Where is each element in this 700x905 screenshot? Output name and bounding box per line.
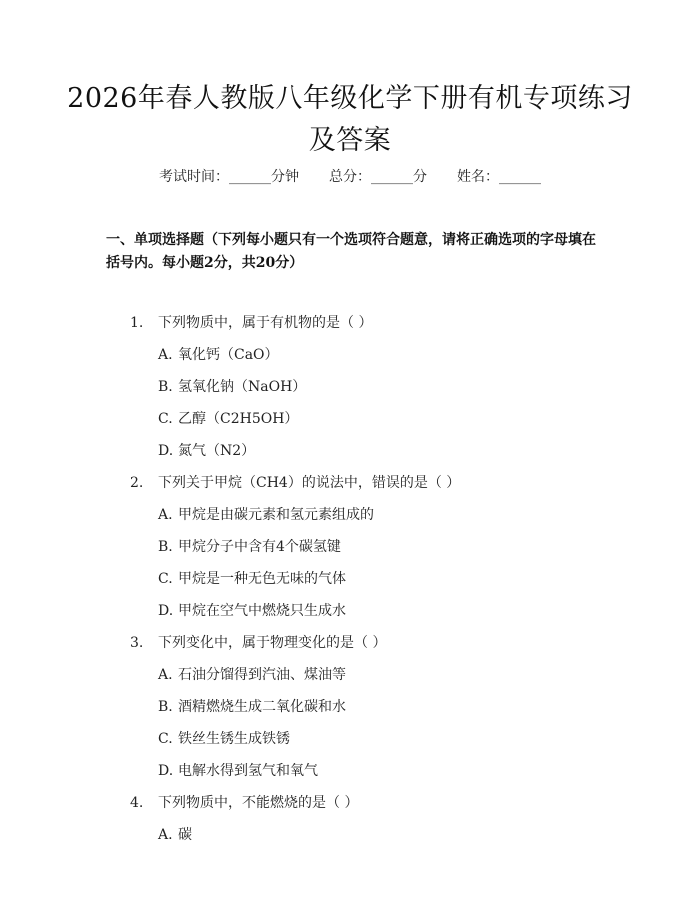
- question-2: [130, 472, 460, 492]
- option-letter: D.: [158, 443, 174, 459]
- option-text: 碳: [178, 827, 192, 843]
- option-text: 甲烷是一种无色无味的气体: [178, 571, 346, 587]
- option-2b: [158, 536, 341, 556]
- option-text: 石油分馏得到汽油、煤油等: [178, 667, 346, 683]
- question-text: 下列变化中，属于物理变化的是（ ）: [158, 635, 387, 651]
- option-text: 甲烷分子中含有4个碳氢键: [178, 539, 341, 555]
- question-number: 3.: [130, 635, 144, 651]
- option-1d: [158, 440, 255, 460]
- question-number: 4.: [130, 795, 144, 811]
- question-4: [130, 792, 358, 812]
- option-letter: C.: [158, 411, 173, 427]
- option-text: 甲烷在空气中燃烧只生成水: [178, 603, 346, 619]
- option-text: 铁丝生锈生成铁锈: [178, 731, 290, 747]
- option-text: 氧化钙（CaO）: [178, 347, 279, 363]
- option-letter: B.: [158, 379, 173, 395]
- question-1: [130, 312, 372, 332]
- question-text: 下列物质中，属于有机物的是（ ）: [158, 315, 373, 331]
- option-2d: [158, 600, 346, 620]
- document-title: 2026年春人教版八年级化学下册有机专项练习及答案: [67, 83, 633, 156]
- option-text: 甲烷是由碳元素和氢元素组成的: [178, 507, 374, 523]
- section-heading: 一、单项选择题（下列每小题只有一个选项符合题意，请将正确选项的字母填在括号内。每小题2分，共20分）: [106, 232, 596, 271]
- exam-time-field: 考试时间：______分钟: [159, 169, 299, 185]
- option-3d: [158, 760, 318, 780]
- option-text: 电解水得到氢气和氧气: [178, 763, 318, 779]
- option-text: 乙醇（C2H5OH）: [178, 411, 299, 427]
- option-text: 氮气（N2）: [178, 443, 256, 459]
- exam-info-row: [0, 166, 700, 186]
- option-2a: [158, 504, 374, 524]
- option-4a: [158, 824, 192, 844]
- option-text: 酒精燃烧生成二氧化碳和水: [178, 699, 346, 715]
- question-number: 1.: [130, 315, 144, 331]
- question-3: [130, 632, 386, 652]
- option-letter: A.: [158, 507, 173, 523]
- option-letter: B.: [158, 699, 173, 715]
- question-text: 下列关于甲烷（CH4）的说法中，错误的是（ ）: [158, 475, 461, 491]
- exam-name-field: 姓名：______: [457, 169, 541, 185]
- option-letter: D.: [158, 763, 174, 779]
- question-number: 2.: [130, 475, 144, 491]
- option-letter: D.: [158, 603, 174, 619]
- option-letter: A.: [158, 827, 173, 843]
- option-letter: A.: [158, 347, 173, 363]
- option-1c: [158, 408, 298, 428]
- option-2c: [158, 568, 346, 588]
- option-3a: [158, 664, 346, 684]
- option-letter: C.: [158, 731, 173, 747]
- exam-score-field: 总分：______分: [329, 169, 427, 185]
- option-3b: [158, 696, 346, 716]
- option-letter: B.: [158, 539, 173, 555]
- option-letter: A.: [158, 667, 173, 683]
- option-text: 氢氧化钠（NaOH）: [178, 379, 307, 395]
- option-letter: C.: [158, 571, 173, 587]
- option-1a: [158, 344, 279, 364]
- option-1b: [158, 376, 306, 396]
- option-3c: [158, 728, 290, 748]
- question-text: 下列物质中，不能燃烧的是（ ）: [158, 795, 359, 811]
